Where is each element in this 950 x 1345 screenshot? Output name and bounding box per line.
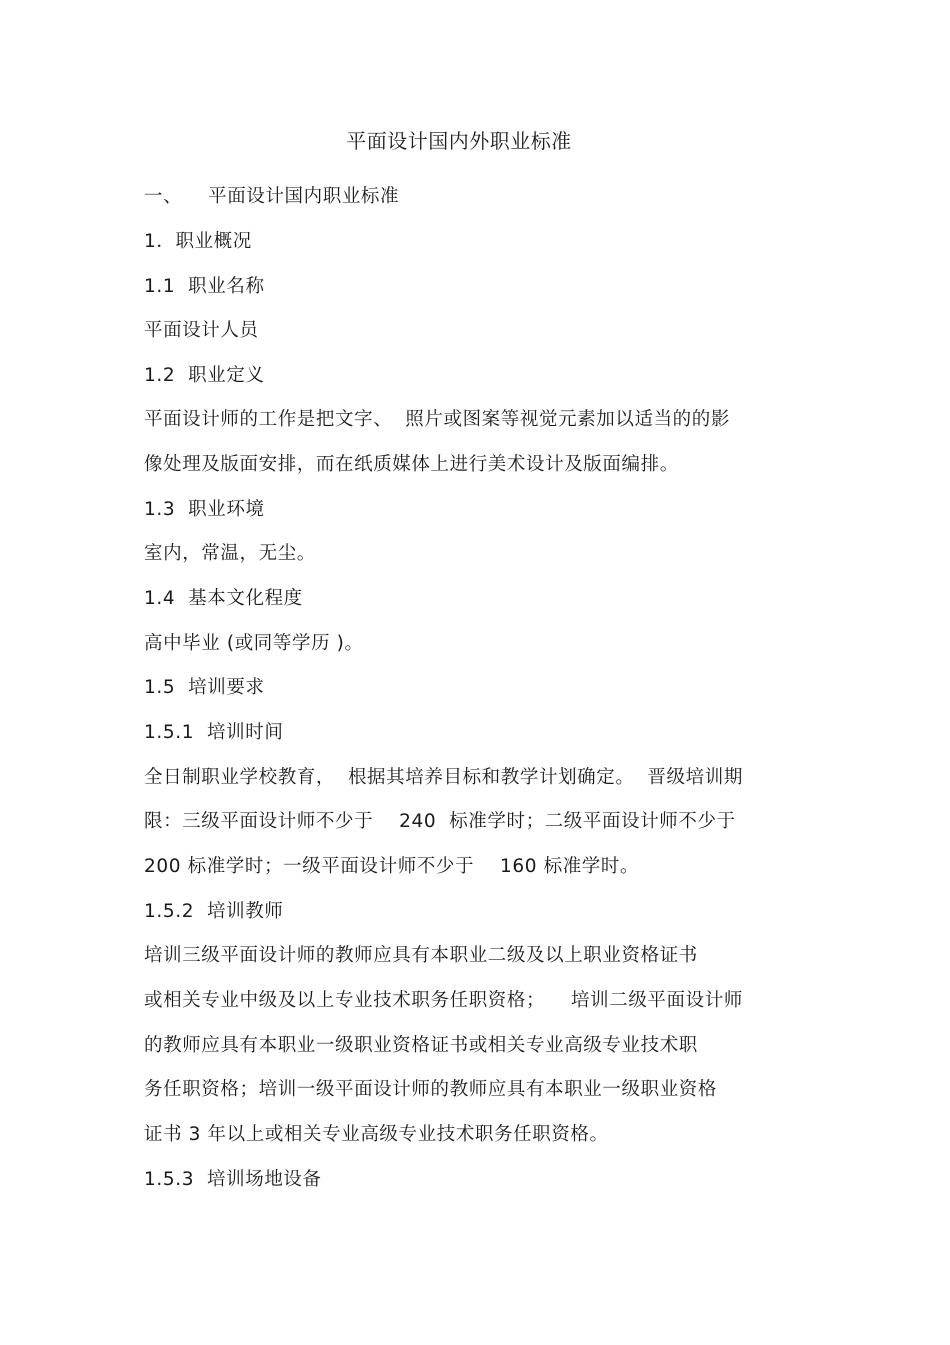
paragraph-line: 200 标准学时；一级平面设计师不少于 160 标准学时。 [144,856,640,877]
subsection-heading: 1.4 基本文化程度 [144,588,303,609]
subsection-heading: 1.5 培训要求 [144,677,265,698]
subsection-heading: 1.5.1 培训时间 [144,722,284,743]
paragraph-line: 平面设计人员 [144,320,259,341]
subsection-heading: 1.5.2 培训教师 [144,901,284,922]
subsection-heading: 1．职业概况 [144,231,252,252]
paragraph-line: 平面设计师的工作是把文字、 照片或图案等视觉元素加以适当的的影 [144,409,730,430]
paragraph-line: 的教师应具有本职业一级职业资格证书或相关专业高级专业技术职 [144,1035,698,1056]
subsection-heading: 1.1 职业名称 [144,276,265,297]
paragraph-line: 像处理及版面安排，而在纸质媒体上进行美术设计及版面编排。 [144,454,679,475]
subsection-heading: 1.3 职业环境 [144,499,265,520]
paragraph-line: 全日制职业学校教育， 根据其培养目标和教学计划确定。 晋级培训期 [144,767,743,788]
paragraph-line: 高中毕业 (或同等学历 )。 [144,633,364,654]
paragraph-line: 限：三级平面设计师不少于 240 标准学时；二级平面设计师不少于 [144,811,736,832]
subsection-heading: 1.5.3 培训场地设备 [144,1169,322,1190]
section-heading: 一、 平面设计国内职业标准 [144,186,400,207]
paragraph-line: 证书 3 年以上或相关专业高级专业技术职务任职资格。 [144,1124,609,1145]
subsection-heading: 1.2 职业定义 [144,365,265,386]
document-title: 平面设计国内外职业标准 [346,129,572,153]
paragraph-line: 培训三级平面设计师的教师应具有本职业二级及以上职业资格证书 [144,945,698,966]
paragraph-line: 务任职资格；培训一级平面设计师的教师应具有本职业一级职业资格 [144,1079,718,1100]
paragraph-line: 室内，常温，无尘。 [144,543,316,564]
paragraph-line: 或相关专业中级及以上专业技术职务任职资格； 培训二级平面设计师 [144,990,743,1011]
